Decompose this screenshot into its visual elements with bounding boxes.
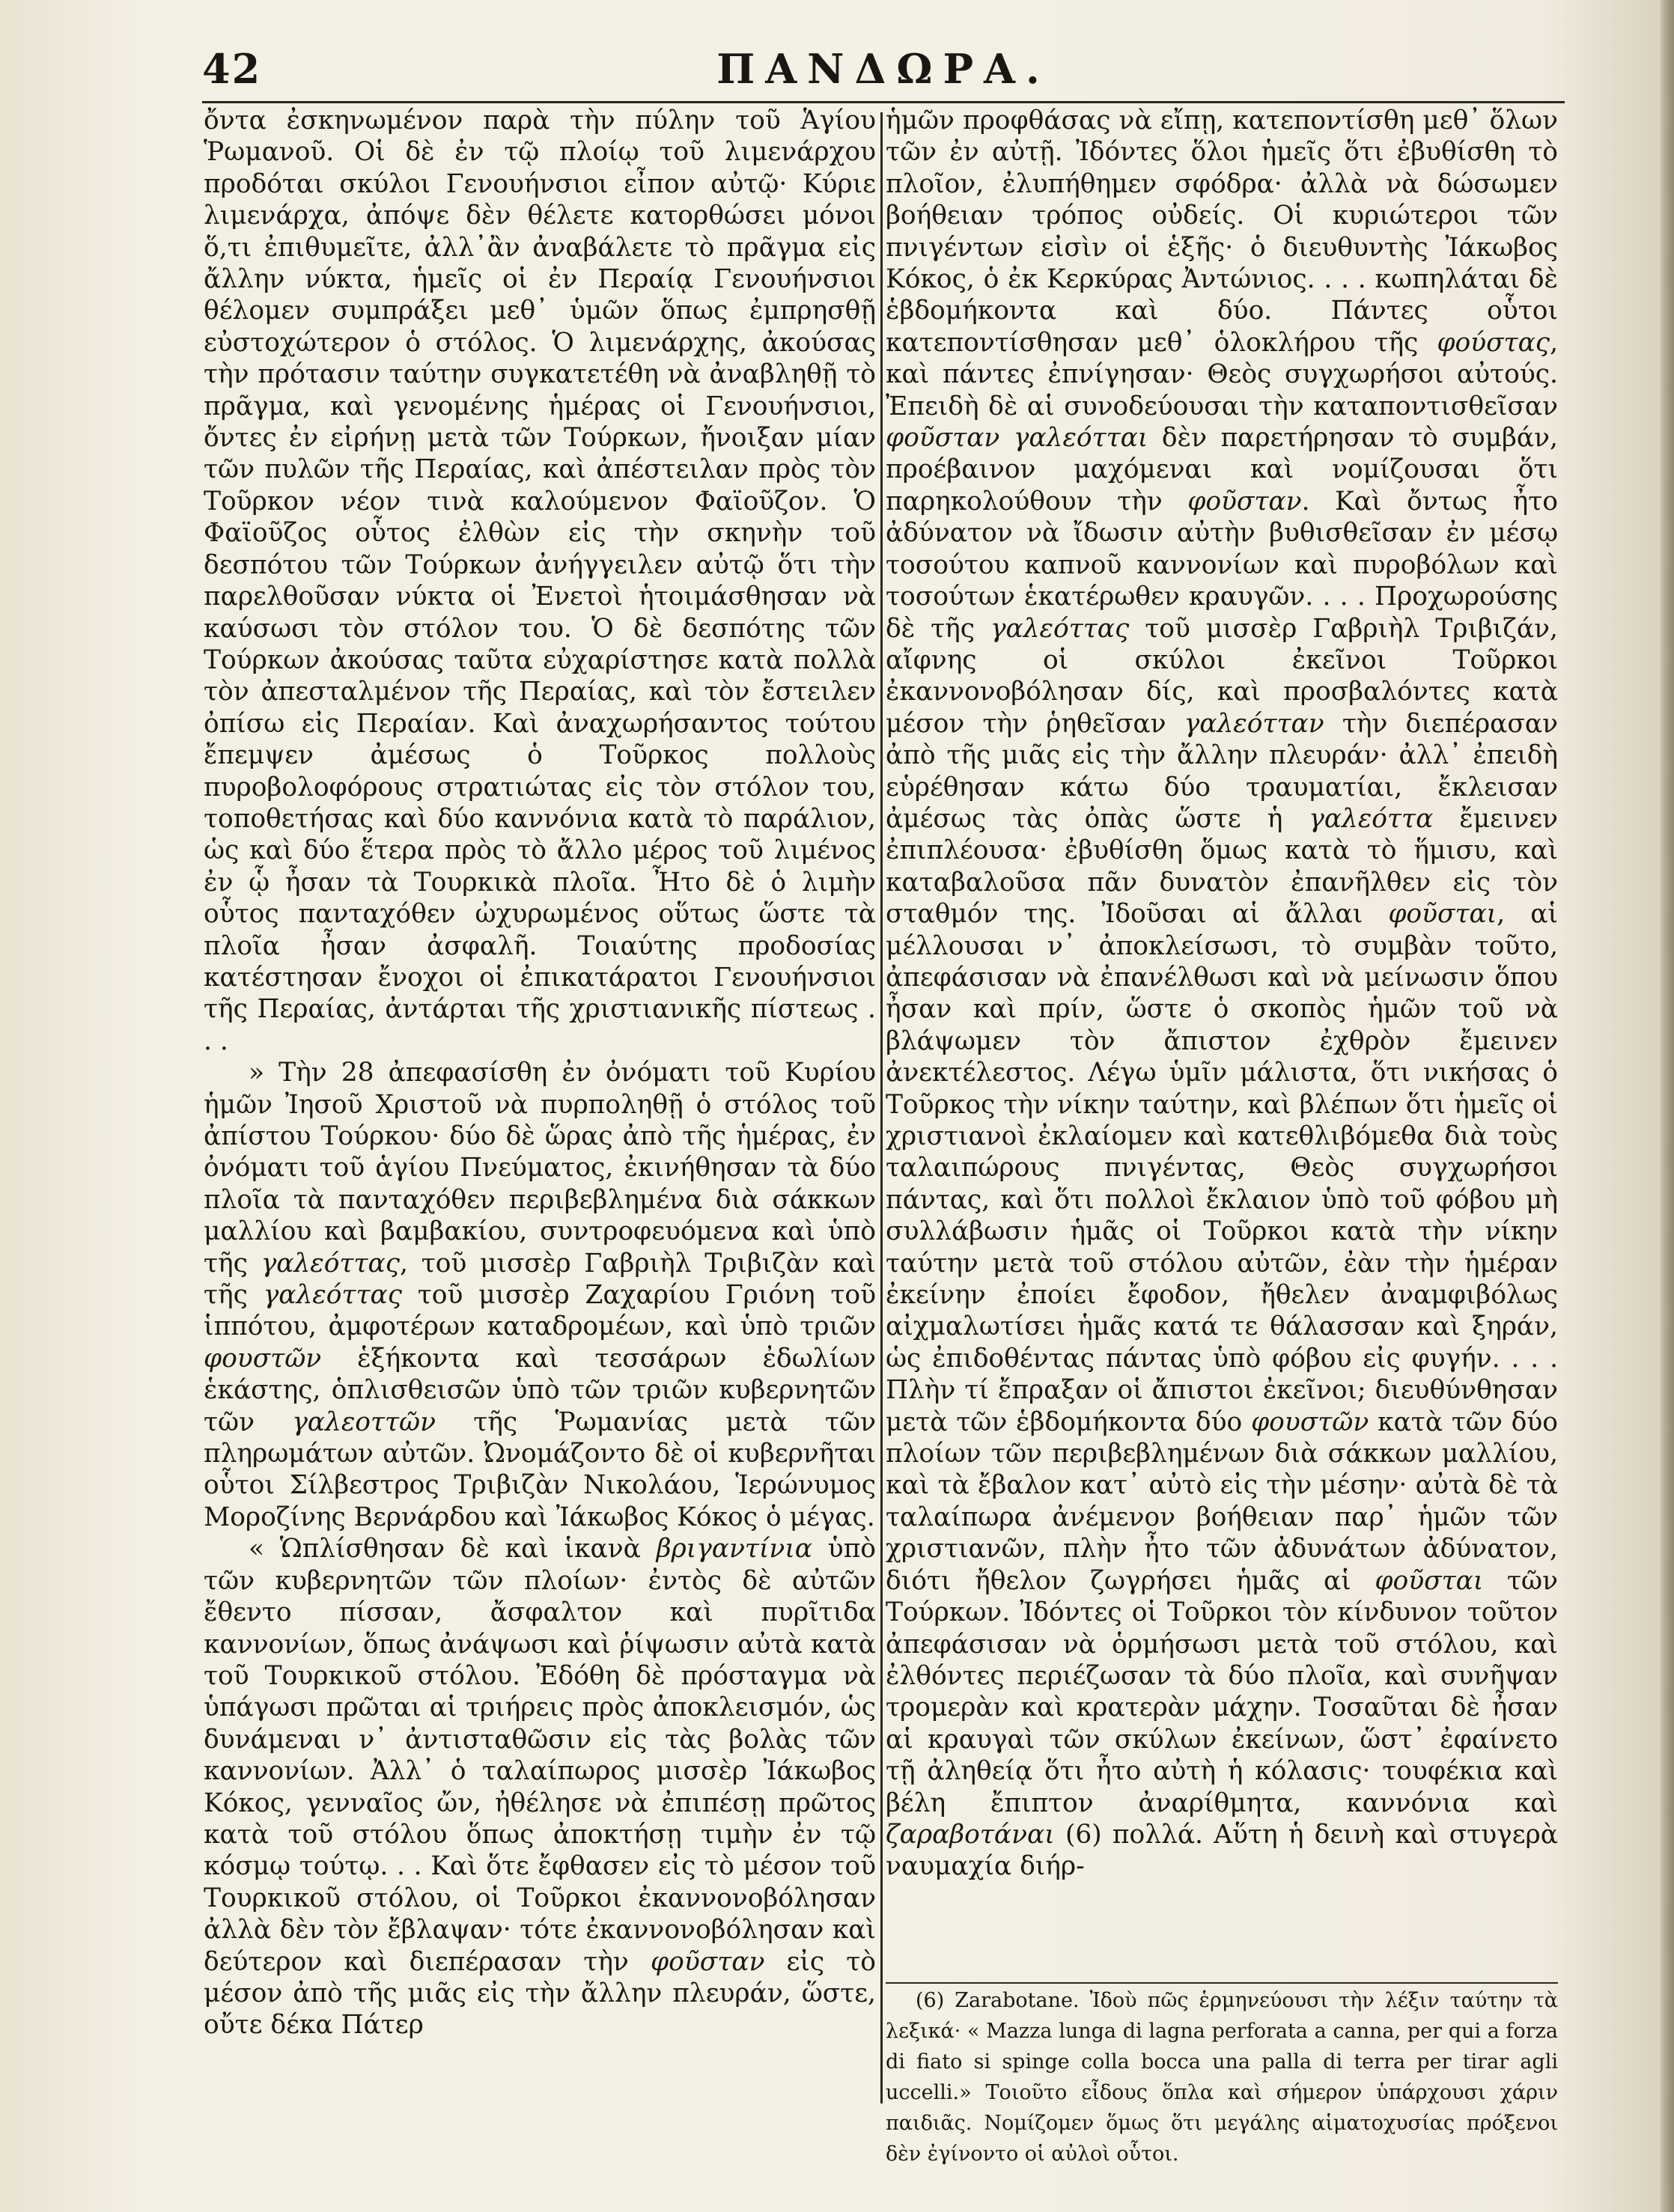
italic-term: βριγαντίνια	[656, 1534, 813, 1564]
text-run: « Ὡπλίσθησαν δὲ καὶ ἱκανὰ	[249, 1534, 657, 1564]
text-run: τὴν διεπέρασαν ἀπὸ τῆς μιᾶς εἰς τὴν ἄλλην πλευράν· ἀλλ᾽ ἐπειδὴ εὑρέθησαν κάτω δύο τραυματίαι, ἔκλεισαν ἀμέσως τὰς ὀπὰς ὥστε ἡ	[886, 708, 1558, 834]
text-run: τοῦ μισσὲρ Γαβριὴλ Τριβιζάν, αἴφνης οἱ σκύλοι ἐκεῖνοι Τοῦρκοι ἐκαννονοβόλησαν δίς, καὶ προσβαλόντες κατὰ μέσον τὴν ῥηθεῖσαν	[886, 613, 1558, 739]
text-run: τῶν Τούρκων. Ἰδόντες οἱ Τοῦρκοι τὸν κίνδυνον τοῦτον ἀπεφάσισαν νὰ ὁρμήσωσι μετὰ τοῦ στόλου, καὶ ἐλθόντες περιέζωσαν τὰ δύο πλοῖα, καὶ συνῆψαν τρομερὰν καὶ κρατερὰν μάχην. Τοσαῦται δὲ ἦσαν αἱ κραυγαὶ τῶν σκύλων ἐκείνων, ὥστ᾽ ἐφαίνετο τῇ ἀληθείᾳ ὅτι ἦτο αὐτὴ ἡ κόλασις· τουφέκια καὶ βέλη ἔπιπτον ἀναρίθμητα, καννόνια καὶ	[886, 1565, 1558, 1818]
header-rule	[202, 101, 1565, 103]
paragraph	[204, 105, 876, 1057]
text-run: ὄντα ἐσκηνωμένον παρὰ τὴν πύλην τοῦ Ἁγίου Ῥωμανοῦ. Οἱ δὲ ἐν τῷ πλοίῳ τοῦ λιμενάρχου προδόται σκύλοι Γενουήνσιοι εἶπον αὐτῷ· Κύριε λιμενάρχα, ἀπόψε δὲν θέλετε κατορθώσει μόνοι ὅ,τι ἐπιθυμεῖτε, ἀλλ᾽ἂν ἀναβάλετε τὸ πρᾶγμα εἰς ἄλλην νύκτα, ἡμεῖς οἱ ἐν Περαίᾳ Γενουήνσιοι θέλομεν συμπράξει μεθ᾽ ὑμῶν ὅπως ἐμπρησθῇ εὐστοχώτερον ὁ στόλος. Ὁ λιμενάρχης, ἀκούσας τὴν πρότασιν ταύτην συγκατετέθη νὰ ἀναβληθῇ τὸ πρᾶγμα, καὶ γενομένης ἡμέρας οἱ Γενουήνσιοι, ὄντες ἐν εἰρήνῃ μετὰ τῶν Τούρκων, ἤνοιξαν μίαν τῶν πυλῶν τῆς Περαίας, καὶ ἀπέστειλαν πρὸς τὸν Τοῦρκον νέον τινὰ καλούμενον Φαϊοῦζον. Ὁ Φαϊοῦζος οὗτος ἐλθὼν εἰς τὴν σκηνὴν τοῦ δεσπότου τῶν Τούρκων ἀνήγγειλεν αὐτῷ ὅτι τὴν παρελθοῦσαν νύκτα οἱ Ἐνετοὶ ἡτοιμάσθησαν νὰ καύσωσι τὸν στόλον του. Ὁ δὲ δεσπότης τῶν Τούρκων ἀκούσας ταῦτα εὐχαρίστησε κατὰ πολλὰ τὸν ἀπεσταλμένον τῆς Περαίας, καὶ τὸν ἔστειλεν ὀπίσω εἰς Περαίαν. Καὶ ἀναχωρήσαντος τούτου ἔπεμψεν ἀμέσως ὁ Τοῦρκος πολλοὺς πυροβολοφόρους στρατιώτας εἰς τὸν στόλον του, τοποθετήσας καὶ δύο καννόνια κατὰ τὸ παράλιον, ὡς καὶ δύο ἕτερα πρὸς τὸ ἄλλο μέρος τοῦ λιμένος ἐν ᾧ ἦσαν τὰ Τουρκικὰ πλοῖα. Ἦτο δὲ ὁ λιμὴν οὗτος πανταχόθεν ὠχυρωμένος οὕτως ὥστε τὰ πλοῖα ἦσαν ἀσφαλῆ. Τοιαύτης προδοσίας κατέστησαν ἔνοχοι οἱ ἐπικατάρατοι Γενουήνσιοι τῆς Περαίας, ἀντάρται τῆς χριστιανικῆς πίστεως . . .	[204, 106, 876, 1056]
text-run: (6) πολλά. Αὕτη ἡ δεινὴ καὶ στυγερὰ ναυμαχία διήρ-	[886, 1819, 1558, 1882]
italic-term: φοῦσται	[1375, 1565, 1484, 1596]
text-run: , αἱ μέλλουσαι ν᾽ ἀποκλείσωσι, τὸ συμβὰν τοῦτο, ἀπεφάσισαν νὰ ἐπανέλθωσι καὶ νὰ μείνωσιν ὅπου ἦσαν καὶ πρίν, ὥστε ὁ σκοπὸς ἡμῶν τοῦ νὰ βλάψωμεν τὸν ἄπιστον ἐχθρὸν ἔμεινεν ἀνεκτέλεστος. Λέγω ὑμῖν μάλιστα, ὅτι νικήσας ὁ Τοῦρκος τὴν νίκην ταύτην, καὶ βλέπων ὅτι ἡμεῖς οἱ χριστιανοὶ ἐκλαίομεν καὶ κατεθλιβόμεθα διὰ τοὺς ταλαιπώρους πνιγέντας, Θεὸς συγχωρήσοι πάντας, καὶ ὅτι πολλοὶ ἔκλαιον ὑπὸ τοῦ φόβου μὴ συλλάβωσιν ἡμᾶς οἱ Τοῦρκοι κατὰ τὴν νίκην ταύτην μετὰ τοῦ στόλου αὐτῶν, ἐὰν τὴν ἡμέραν ἐκείνην ἐποίει ἔφοδον, ἤθελεν ἀναμφιβόλως αἰχμαλωτίσει ἡμᾶς κατά τε θάλασσαν καὶ ξηράν, ὡς ἐπιδοθέντας πάντας ὑπὸ φόβου εἰς φυγήν. . . . Πλὴν τί ἔπραξαν οἱ ἄπιστοι ἐκεῖνοι; διευθύνθησαν μετὰ τῶν ἑβδομήκοντα δύο	[886, 899, 1558, 1437]
italic-term: φοῦσταν	[651, 1946, 765, 1977]
italic-term: φουστῶν	[204, 1343, 322, 1374]
italic-term: φουστῶν	[1251, 1407, 1369, 1437]
paragraph	[886, 105, 1558, 1883]
text-run: , τοῦ μισσὲρ Γαβριὴλ Τριβιζὰν καὶ τῆς	[204, 1248, 876, 1311]
italic-term: φούστας	[1437, 327, 1550, 358]
text-run: ἑξήκοντα καὶ τεσσάρων ἐδωλίων ἑκάστης, ὁπλισθεισῶν ὑπὸ τῶν τριῶν κυβερνητῶν τῶν	[204, 1343, 876, 1437]
left-column	[204, 105, 876, 2041]
text-run: εἰς τὸ μέσον ἀπὸ τῆς μιᾶς εἰς τὴν ἄλλην πλευράν, ὥστε, οὔτε δέκα Πάτερ	[204, 1946, 877, 2041]
italic-term: γαλεότταν	[1184, 708, 1324, 739]
italic-term: φοῦσται	[1388, 899, 1497, 930]
footnote-rule	[886, 1982, 1558, 1984]
text-run: ἡμῶν προφθάσας νὰ εἴπῃ, κατεποντίσθη μεθ᾽ ὅλων τῶν ἐν αὐτῇ. Ἰδόντες ὅλοι ἡμεῖς ὅτι ἐβυθίσθη τὸ πλοῖον, ἐλυπήθημεν σφόδρα· ἀλλὰ νὰ δώσωμεν βοήθειαν τρόπος οὐδείς. Οἱ κυριώτεροι τῶν πνιγέντων εἰσὶν οἱ ἑξῆς· ὁ διευθυντὴς Ἰάκωβος Κόκος, ὁ ἐκ Κερκύρας Ἀντώνιος. . . . κωπηλάται δὲ ἑβδομήκοντα καὶ δύο. Πάντες οὗτοι κατεποντίσθησαν μεθ᾽ ὁλοκλήρου τῆς	[886, 106, 1558, 358]
text-run: κατὰ τῶν δύο πλοίων τῶν περιβεβλημένων διὰ σάκκων μαλλίου, καὶ τὰ ἔβαλον κατ᾽ αὐτὸ εἰς τὴν μέσην· αὐτὰ δὲ τὰ ταλαίπωρα ἀνέμενον βοήθειαν παρ᾽ ἡμῶν τῶν χριστιανῶν, πλὴν ἦτο τῶν ἀδυνάτων ἀδύνατον, διότι ἤθελον ζωγρήσει ἡμᾶς αἱ	[886, 1407, 1558, 1596]
text-run: δὲν παρετήρησαν τὸ συμβάν, προέβαινον μαχόμεναι καὶ νομίζουσαι ὅτι παρηκολούθουν τὴν	[886, 423, 1558, 517]
page-number: 42	[202, 45, 262, 93]
paragraph	[204, 1533, 876, 2041]
column-divider	[880, 112, 883, 2103]
italic-term: γαλεοττῶν	[292, 1407, 436, 1437]
text-run: τῆς Ῥωμανίας μετὰ τῶν πληρωμάτων αὐτῶν. Ὠνομάζοντο δὲ οἱ κυβερνῆται οὗτοι Σίλβεστρος Τριβιζὰν Νικολάου, Ἱερώνυμος Μοροζίνης Βερνάρδου καὶ Ἰάκωβος Κόκος ὁ μέγας.	[204, 1407, 876, 1532]
paragraph	[204, 1057, 876, 1533]
italic-term: γαλεόττα	[1309, 803, 1434, 834]
italic-term: ζαραβοτάναι	[886, 1819, 1055, 1850]
italic-term: γαλεόττας	[263, 1280, 402, 1311]
text-run: , καὶ πάντες ἐπνίγησαν· Θεὸς συγχωρήσοι αὐτούς. Ἐπειδὴ δὲ αἱ συνοδεύουσαι τὴν καταποντισθεῖσαν	[886, 327, 1558, 421]
running-title: ΠΑΝΔΩΡΑ.	[716, 45, 1050, 93]
footnote-text: (6) Zarabotane. Ἰδοὺ πῶς ἑρμηνεύουσι τὴν λέξιν ταύτην τὰ λεξικά· « Mazza lunga di lagna perforata a canna, per qui a forza di fiato si spinge colla bocca una palla di terra per tirar agli uccelli.» Τοιοῦτο εἶδους ὅπλα καὶ σήμερον ὑπάρχουσι χάριν παιδιᾶς. Νομίζομεν ὅμως ὅτι μεγάλης αἱματοχυσίας πρόξενοι δὲν ἐγίνοντο οἱ αὐλοὶ οὗτοι.	[886, 1989, 1558, 2166]
right-column	[886, 105, 1558, 1883]
italic-term: φοῦσταν	[1187, 486, 1302, 517]
footnote	[886, 1985, 1558, 2169]
italic-term: φοῦσταν γαλεότται	[886, 423, 1148, 454]
italic-term: γαλεόττας	[990, 613, 1130, 644]
text-run: ἔμεινεν ἐπιπλέουσα· ἐβυθίσθη ὅμως κατὰ τὸ ἥμισυ, καὶ καταβαλοῦσα πᾶν δυνατὸν ἐπανῆλθεν εἰς τὸν σταθμόν της. Ἰδοῦσαι αἱ ἄλλαι	[886, 803, 1558, 930]
text-run: . Καὶ ὄντως ἦτο ἀδύνατον νὰ ἴδωσιν αὐτὴν βυθισθεῖσαν ἐν μέσῳ τοσούτου καπνοῦ καννονίων καὶ πυροβόλων καὶ τοσούτων ἑκατέρωθεν κραυγῶν. . . . Προχωρούσης δὲ τῆς	[886, 486, 1558, 644]
text-run: » Τὴν 28 ἀπεφασίσθη ἐν ὀνόματι τοῦ Κυρίου ἡμῶν Ἰησοῦ Χριστοῦ νὰ πυρποληθῇ ὁ στόλος τοῦ ἀπίστου Τούρκου· δύο δὲ ὥρας ἀπὸ τῆς ἡμέρας, ἐν ὀνόματι τοῦ ἁγίου Πνεύματος, ἐκινήθησαν τὰ δύο πλοῖα τὰ πανταχόθεν περιβεβλημένα διὰ σάκκων μαλλίου καὶ βαμβακίου, συντροφευόμενα καὶ ὑπὸ τῆς	[204, 1058, 876, 1279]
text-run: ὑπὸ τῶν κυβερνητῶν τῶν πλοίων· ἐντὸς δὲ αὐτῶν ἔθεντο πίσσαν, ἄσφαλτον καὶ πυρῖτιδα καννονίων, ὅπως ἀνάψωσι καὶ ῥίψωσιν αὐτὰ κατὰ τοῦ Τουρκικοῦ στόλου. Ἐδόθη δὲ πρόσταγμα νὰ ὑπάγωσι πρῶται αἱ τριήρεις πρὸς ἀποκλεισμόν, ὡς δυνάμεναι ν᾽ ἀντισταθῶσιν εἰς τὰς βολὰς τῶν καννονίων. Ἀλλ᾽ ὁ ταλαίπωρος μισσὲρ Ἰάκωβος Κόκος, γενναῖος ὤν, ἠθέλησε νὰ ἐπιπέσῃ πρῶτος κατὰ τοῦ στόλου ὅπως ἀποκτήσῃ τιμὴν ἐν τῷ κόσμῳ τούτῳ. . . Καὶ ὅτε ἔφθασεν εἰς τὸ μέσον τοῦ Τουρκικοῦ στόλου, οἱ Τοῦρκοι ἐκαννονοβόλησαν ἀλλὰ δὲν τὸν ἔβλαψαν· τότε ἐκαννονοβόλησαν καὶ δεύτερον καὶ διεπέρασαν τὴν	[204, 1534, 876, 1977]
italic-term: γαλεόττας	[261, 1248, 400, 1279]
page-edge-shadow	[1661, 0, 1674, 2212]
text-run: τοῦ μισσὲρ Ζαχαρίου Γριόνη τοῦ ἱππότου, ἀμφοτέρων καταδρομέων, καὶ ὑπὸ τριῶν	[204, 1280, 877, 1342]
